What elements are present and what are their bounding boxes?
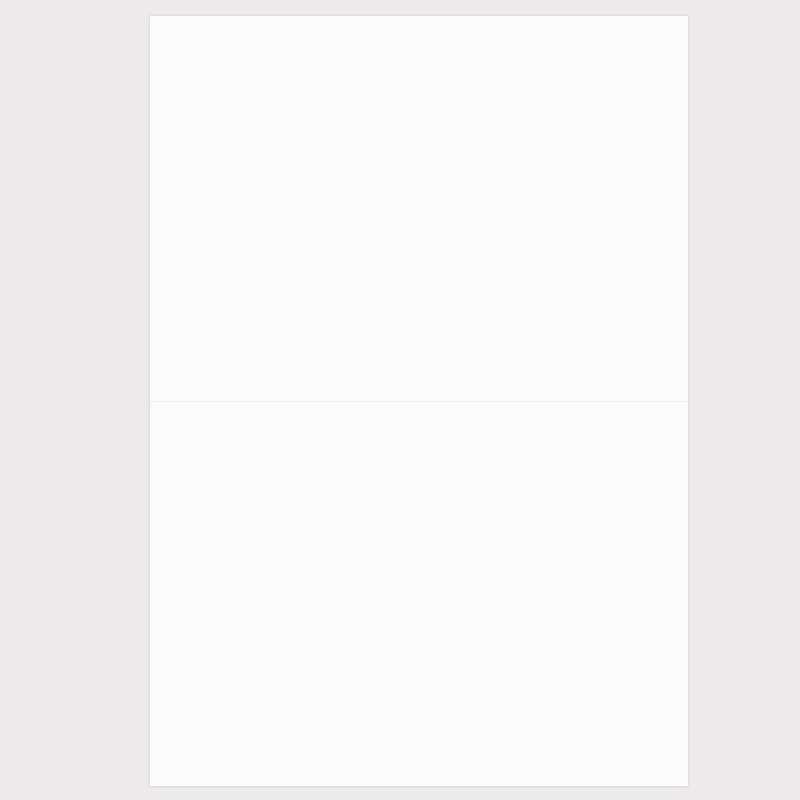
list-item-4 <box>176 632 664 642</box>
paragraph-2 <box>172 93 664 123</box>
paragraph-17 <box>172 545 664 575</box>
list-item-3 <box>176 622 664 632</box>
list-item-2 <box>176 612 664 622</box>
paragraph-28 <box>172 772 664 782</box>
paragraph-3 <box>172 124 664 154</box>
paragraph-1 <box>172 23 664 91</box>
paragraph-25 <box>172 742 664 752</box>
list-item-5 <box>176 642 664 652</box>
paragraph-19 <box>172 589 664 601</box>
paragraph-18 <box>172 576 664 588</box>
paragraph-20 <box>172 692 664 702</box>
paragraph-9 <box>172 277 664 317</box>
document-page <box>150 16 688 786</box>
paragraph-22 <box>172 712 664 722</box>
paragraph-10 <box>172 318 664 348</box>
list-item-1 <box>176 602 664 612</box>
paragraph-8 <box>172 264 664 276</box>
paragraph-4 <box>172 156 664 196</box>
list-item-8 <box>176 672 664 682</box>
paragraph-7 <box>172 239 664 263</box>
list-item-9 <box>176 682 664 692</box>
paragraph-11 <box>172 349 664 379</box>
paragraph-23 <box>172 722 664 732</box>
paragraph-24 <box>172 732 664 742</box>
paragraph-12 <box>172 380 664 420</box>
paragraph-27 <box>172 762 664 772</box>
paragraph-16 <box>172 524 664 544</box>
paragraph-6 <box>172 218 664 238</box>
paragraph-26 <box>172 752 664 762</box>
list-item-6 <box>176 652 664 662</box>
paragraph-14 <box>172 452 664 482</box>
list-item-7 <box>176 662 664 672</box>
paragraph-15 <box>172 483 664 523</box>
paragraph-21 <box>172 702 664 712</box>
paragraph-13 <box>172 421 664 451</box>
paragraph-5 <box>172 197 664 217</box>
